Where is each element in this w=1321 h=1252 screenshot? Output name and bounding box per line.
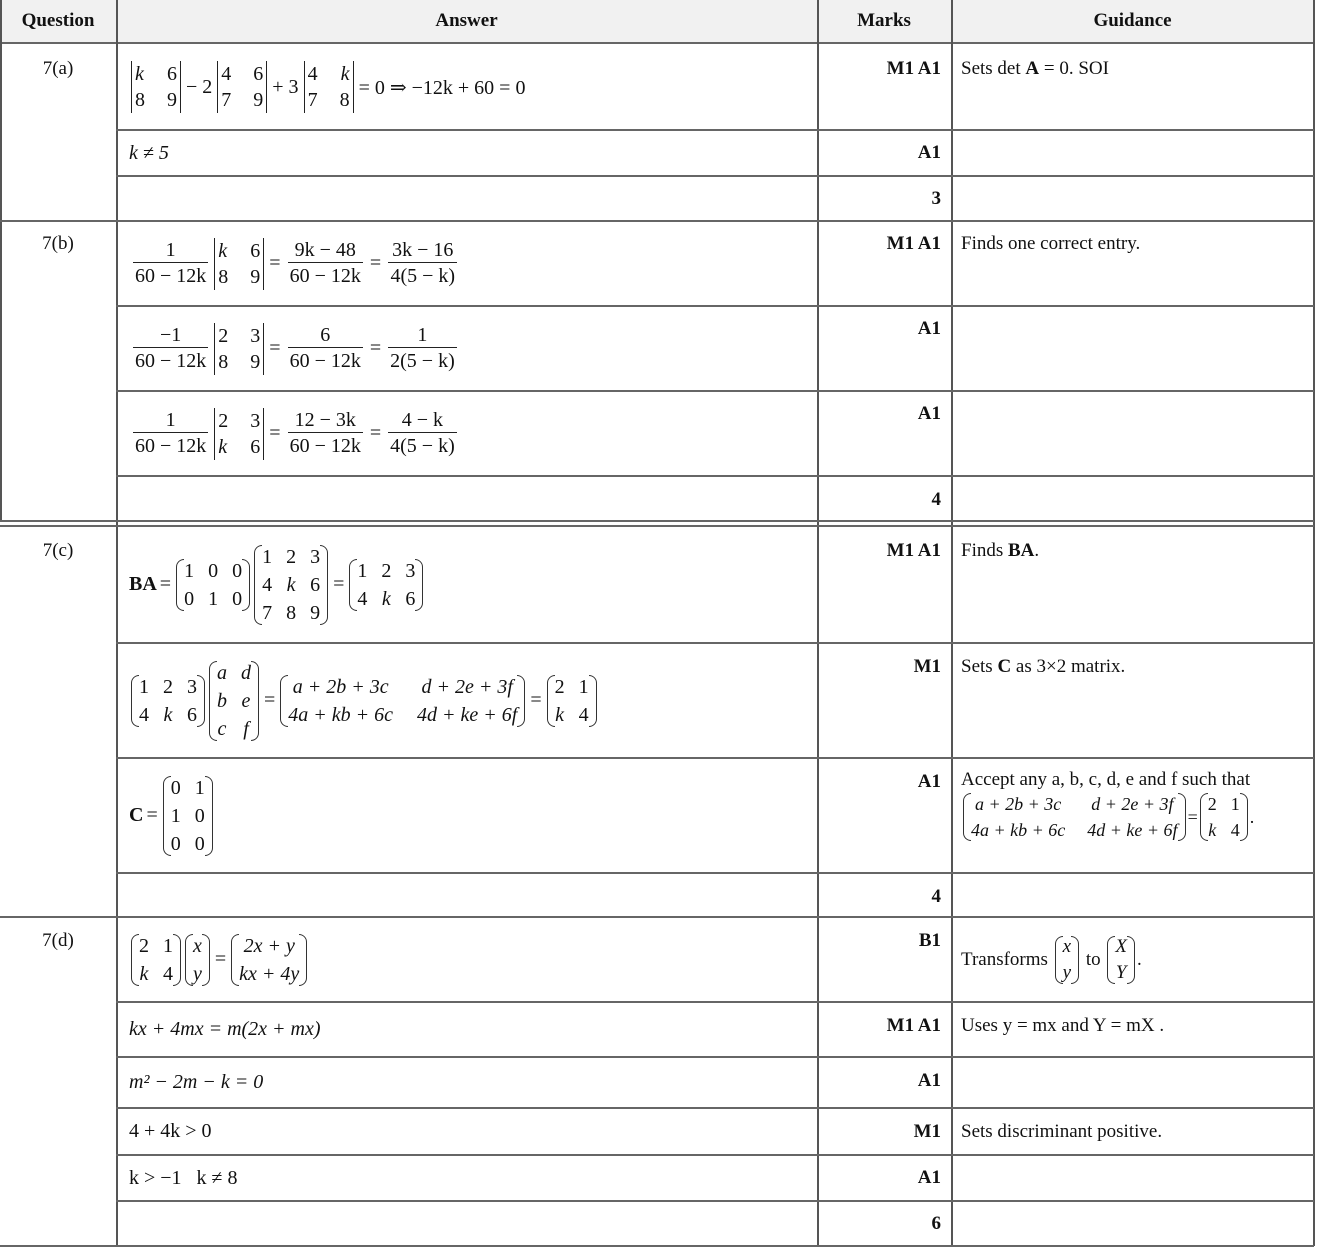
grid-line: [1313, 0, 1315, 1246]
question-label-7a: 7(a): [42, 58, 74, 79]
determinant: 2 3 k 6: [214, 408, 264, 460]
answer-7a-2: k ≠ 5: [129, 141, 169, 164]
section-divider: [0, 520, 1314, 522]
determinant: k 6 8 9: [131, 61, 181, 113]
matrix-result: 1 2 3 4 k 6: [349, 557, 423, 613]
matrix-BA: 1 2 3 4 k 6: [131, 673, 205, 729]
answer-7c-2: 1 2 3 4 k 6 a d b e c f = a + 2b + 3c d + 2e + 3f 4a + kb + 6c 4d + ke + 6f = 2 1 k 4: [116, 643, 817, 758]
table-bottom-border: [0, 1245, 1314, 1247]
marks-7a-2: A1: [917, 142, 941, 163]
marks-7d-total: 6: [931, 1213, 941, 1234]
guidance-7a-1: Sets det A = 0. SOI: [961, 58, 1109, 79]
vector-xy: x y: [185, 932, 210, 988]
answer-7b-1: $\frac{1}{60 - 12k}$ k 6 8 9 = $\frac{9k - 48}{60 - 12k}$ = $\frac{3k - 16}{4(5 - k)}$: [116, 221, 817, 306]
answer-7d-1: 2 1 k 4 x y = 2x + y kx + 4y: [116, 917, 817, 1002]
marks-7d-3: A1: [917, 1070, 941, 1091]
marks-7b-2: A1: [917, 318, 941, 339]
answer-7d-5: k > −1 k ≠ 8: [129, 1166, 238, 1189]
grid-line: [951, 0, 953, 1246]
matrix-C: 0 1 1 0 0 0: [163, 774, 213, 858]
guidance-7d-2: Uses y = mx and Y = mX .: [961, 1015, 1165, 1036]
marks-7c-3: A1: [917, 771, 941, 792]
marks-7a-1: M1 A1: [886, 58, 941, 79]
matrix-B: 1 0 0 0 1 0: [176, 557, 250, 613]
question-label-7c: 7(c): [42, 540, 74, 561]
guidance-7c-1: Finds BA.: [961, 540, 1040, 561]
fraction: $\frac{3k - 16}{4(5 - k)}$: [390, 239, 456, 287]
marks-7c-2: M1: [913, 656, 941, 677]
answer-7b-3: $\frac{1}{60 - 12k}$ 2 3 k 6 = $\frac{12 - 3k}{60 - 12k}$ = $\frac{4 - k}{4(5 - k)}$: [135, 409, 455, 458]
fraction: $\frac{6}{60 - 12k}$: [289, 324, 361, 372]
determinant: 4 k 7 8: [304, 61, 354, 113]
fraction: $\frac{12 - 3k}{60 - 12k}$: [289, 409, 361, 457]
marks-7a-total: 3: [931, 188, 941, 209]
marks-7b-total: 4: [931, 489, 941, 510]
equation-result: = 0 ⇒ −12k + 60 = 0: [358, 76, 526, 99]
marks-7c-1: M1 A1: [886, 540, 941, 561]
determinant: 2 3 8 9: [214, 323, 264, 375]
guidance-7c-3: Accept any a, b, c, d, e and f such that a + 2b + 3c d + 2e + 3f 4a + kb + 6c 4d + ke + 6f = 2 1 k 4 .: [951, 769, 1314, 843]
answer-7c-3: C = 0 1 1 0 0 0: [116, 758, 817, 873]
guidance-7d-4: Sets discriminant positive.: [961, 1121, 1163, 1142]
marks-7d-4: M1: [913, 1121, 941, 1142]
matrix-product: a + 2b + 3c d + 2e + 3f 4a + kb + 6c 4d + ke + 6f: [280, 673, 525, 729]
question-label-7b: 7(b): [42, 233, 74, 254]
matrix-transform: 2 1 k 4: [131, 932, 181, 988]
guidance-vector-xy: x y: [1055, 934, 1079, 986]
marks-7b-3: A1: [917, 403, 941, 424]
guidance-matrix-target: 2 1 k 4: [1200, 791, 1248, 843]
fraction: $\frac{4 - k}{4(5 - k)}$: [390, 409, 455, 457]
answer-7b-2: $\frac{-1}{60 - 12k}$ 2 3 8 9 = $\frac{6}{60 - 12k}$ = $\frac{1}{2(5 - k)}$: [135, 324, 455, 373]
guidance-7d-1: Transforms x y to X Y .: [951, 929, 1314, 991]
marks-7d-1: B1: [918, 930, 941, 951]
answer-7a-1: k 6 8 9 − 2 4 6 7 9 + 3 4 k 7 8 = 0 ⇒ −12k + 60 = 0: [116, 44, 817, 130]
header-marks: Marks: [817, 0, 951, 44]
grid-line: [817, 0, 819, 1246]
header-question: Question: [0, 0, 116, 44]
determinant: k 6 8 9: [214, 238, 264, 290]
matrix-C-general: a d b e c f: [209, 659, 259, 743]
guidance-7b-1: Finds one correct entry.: [961, 233, 1141, 254]
answer-7d-4: 4 + 4k > 0: [129, 1120, 212, 1142]
header-answer: Answer: [116, 0, 817, 44]
vector-result: 2x + y kx + 4y: [231, 932, 307, 988]
fraction: $\frac{-1}{60 - 12k}$: [135, 324, 207, 372]
matrix-target: 2 1 k 4: [547, 673, 597, 729]
fraction: $\frac{1}{60 - 12k}$: [135, 239, 207, 287]
fraction: $\frac{1}{2(5 - k)}$: [390, 324, 455, 372]
marks-7b-1: M1 A1: [886, 233, 941, 254]
answer-7d-3: m² − 2m − k = 0: [129, 1071, 264, 1093]
marks-7d-2: M1 A1: [886, 1015, 941, 1036]
guidance-vector-XY: X Y: [1107, 934, 1135, 986]
guidance-matrix-product: a + 2b + 3c d + 2e + 3f 4a + kb + 6c 4d + ke + 6f: [963, 791, 1186, 843]
matrix-A: 1 2 3 4 k 6 7 8 9: [254, 543, 328, 627]
answer-7c-1: BA = 1 0 0 0 1 0 1 2 3 4 k 6 7 8 9 = 1 2 3 4 k 6: [116, 526, 817, 643]
guidance-7c-2: Sets C as 3×2 matrix.: [961, 656, 1126, 677]
question-label-7d: 7(d): [42, 930, 74, 951]
determinant: 4 6 7 9: [217, 61, 267, 113]
marks-7c-total: 4: [931, 886, 941, 907]
fraction: $\frac{9k - 48}{60 - 12k}$: [289, 239, 361, 287]
answer-7d-2: kx + 4mx = m(2x + mx): [129, 1018, 321, 1040]
fraction: $\frac{1}{60 - 12k}$: [135, 409, 207, 457]
marks-7d-5: A1: [917, 1167, 941, 1188]
header-guidance: Guidance: [951, 0, 1314, 44]
